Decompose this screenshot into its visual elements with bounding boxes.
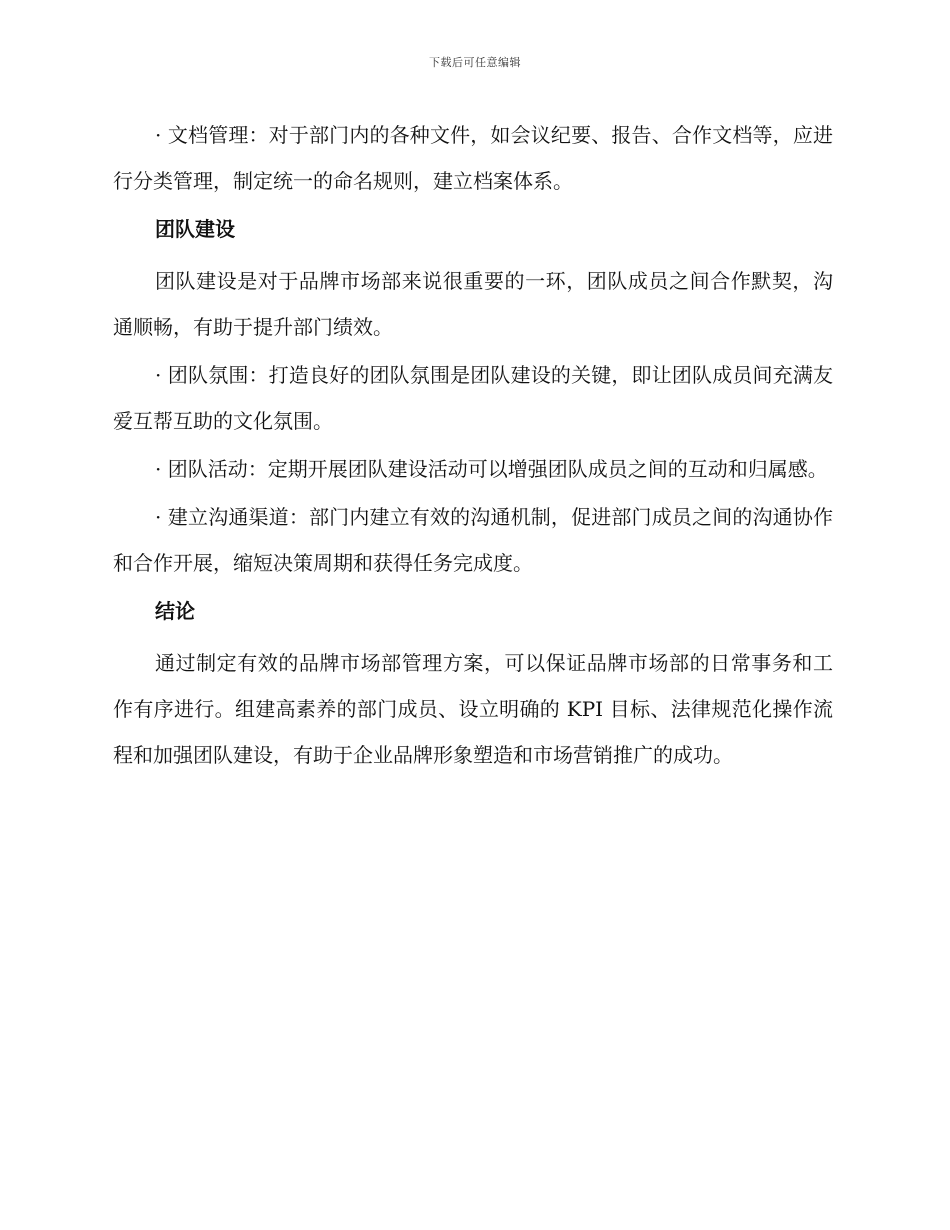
paragraph-communication-channels: · 建立沟通渠道：部门内建立有效的沟通机制，促进部门成员之间的沟通协作和合作开展，缩短决策周期和获得任务完成度。 (113, 505, 833, 575)
paragraph-team-atmosphere: · 团队氛围：打造良好的团队氛围是团队建设的关键，即让团队成员间充满友爱互帮互助的文化氛围。 (113, 363, 833, 433)
document-body (113, 112, 833, 780)
paragraph-conclusion: 通过制定有效的品牌市场部管理方案，可以保证品牌市场部的日常事务和工作有序进行。组建高素养的部门成员、设立明确的 KPI 目标、法律规范化操作流程和加强团队建设，有助于企业品牌形象塑造和市场营销推广的成功。 (113, 651, 833, 767)
paragraph-document-management: · 文档管理：对于部门内的各种文件，如会议纪要、报告、合作文档等，应进行分类管理，制定统一的命名规则，建立档案体系。 (113, 123, 833, 193)
heading-conclusion: 结论 (155, 599, 195, 623)
paragraph-team-activities: · 团队活动：定期开展团队建设活动可以增强团队成员之间的互动和归属感。 (155, 457, 828, 481)
page-header: 下载后可任意编辑 (429, 56, 521, 69)
paragraph-team-building-intro: 团队建设是对于品牌市场部来说很重要的一环，团队成员之间合作默契，沟通顺畅，有助于提升部门绩效。 (113, 269, 833, 339)
heading-team-building: 团队建设 (155, 217, 235, 241)
